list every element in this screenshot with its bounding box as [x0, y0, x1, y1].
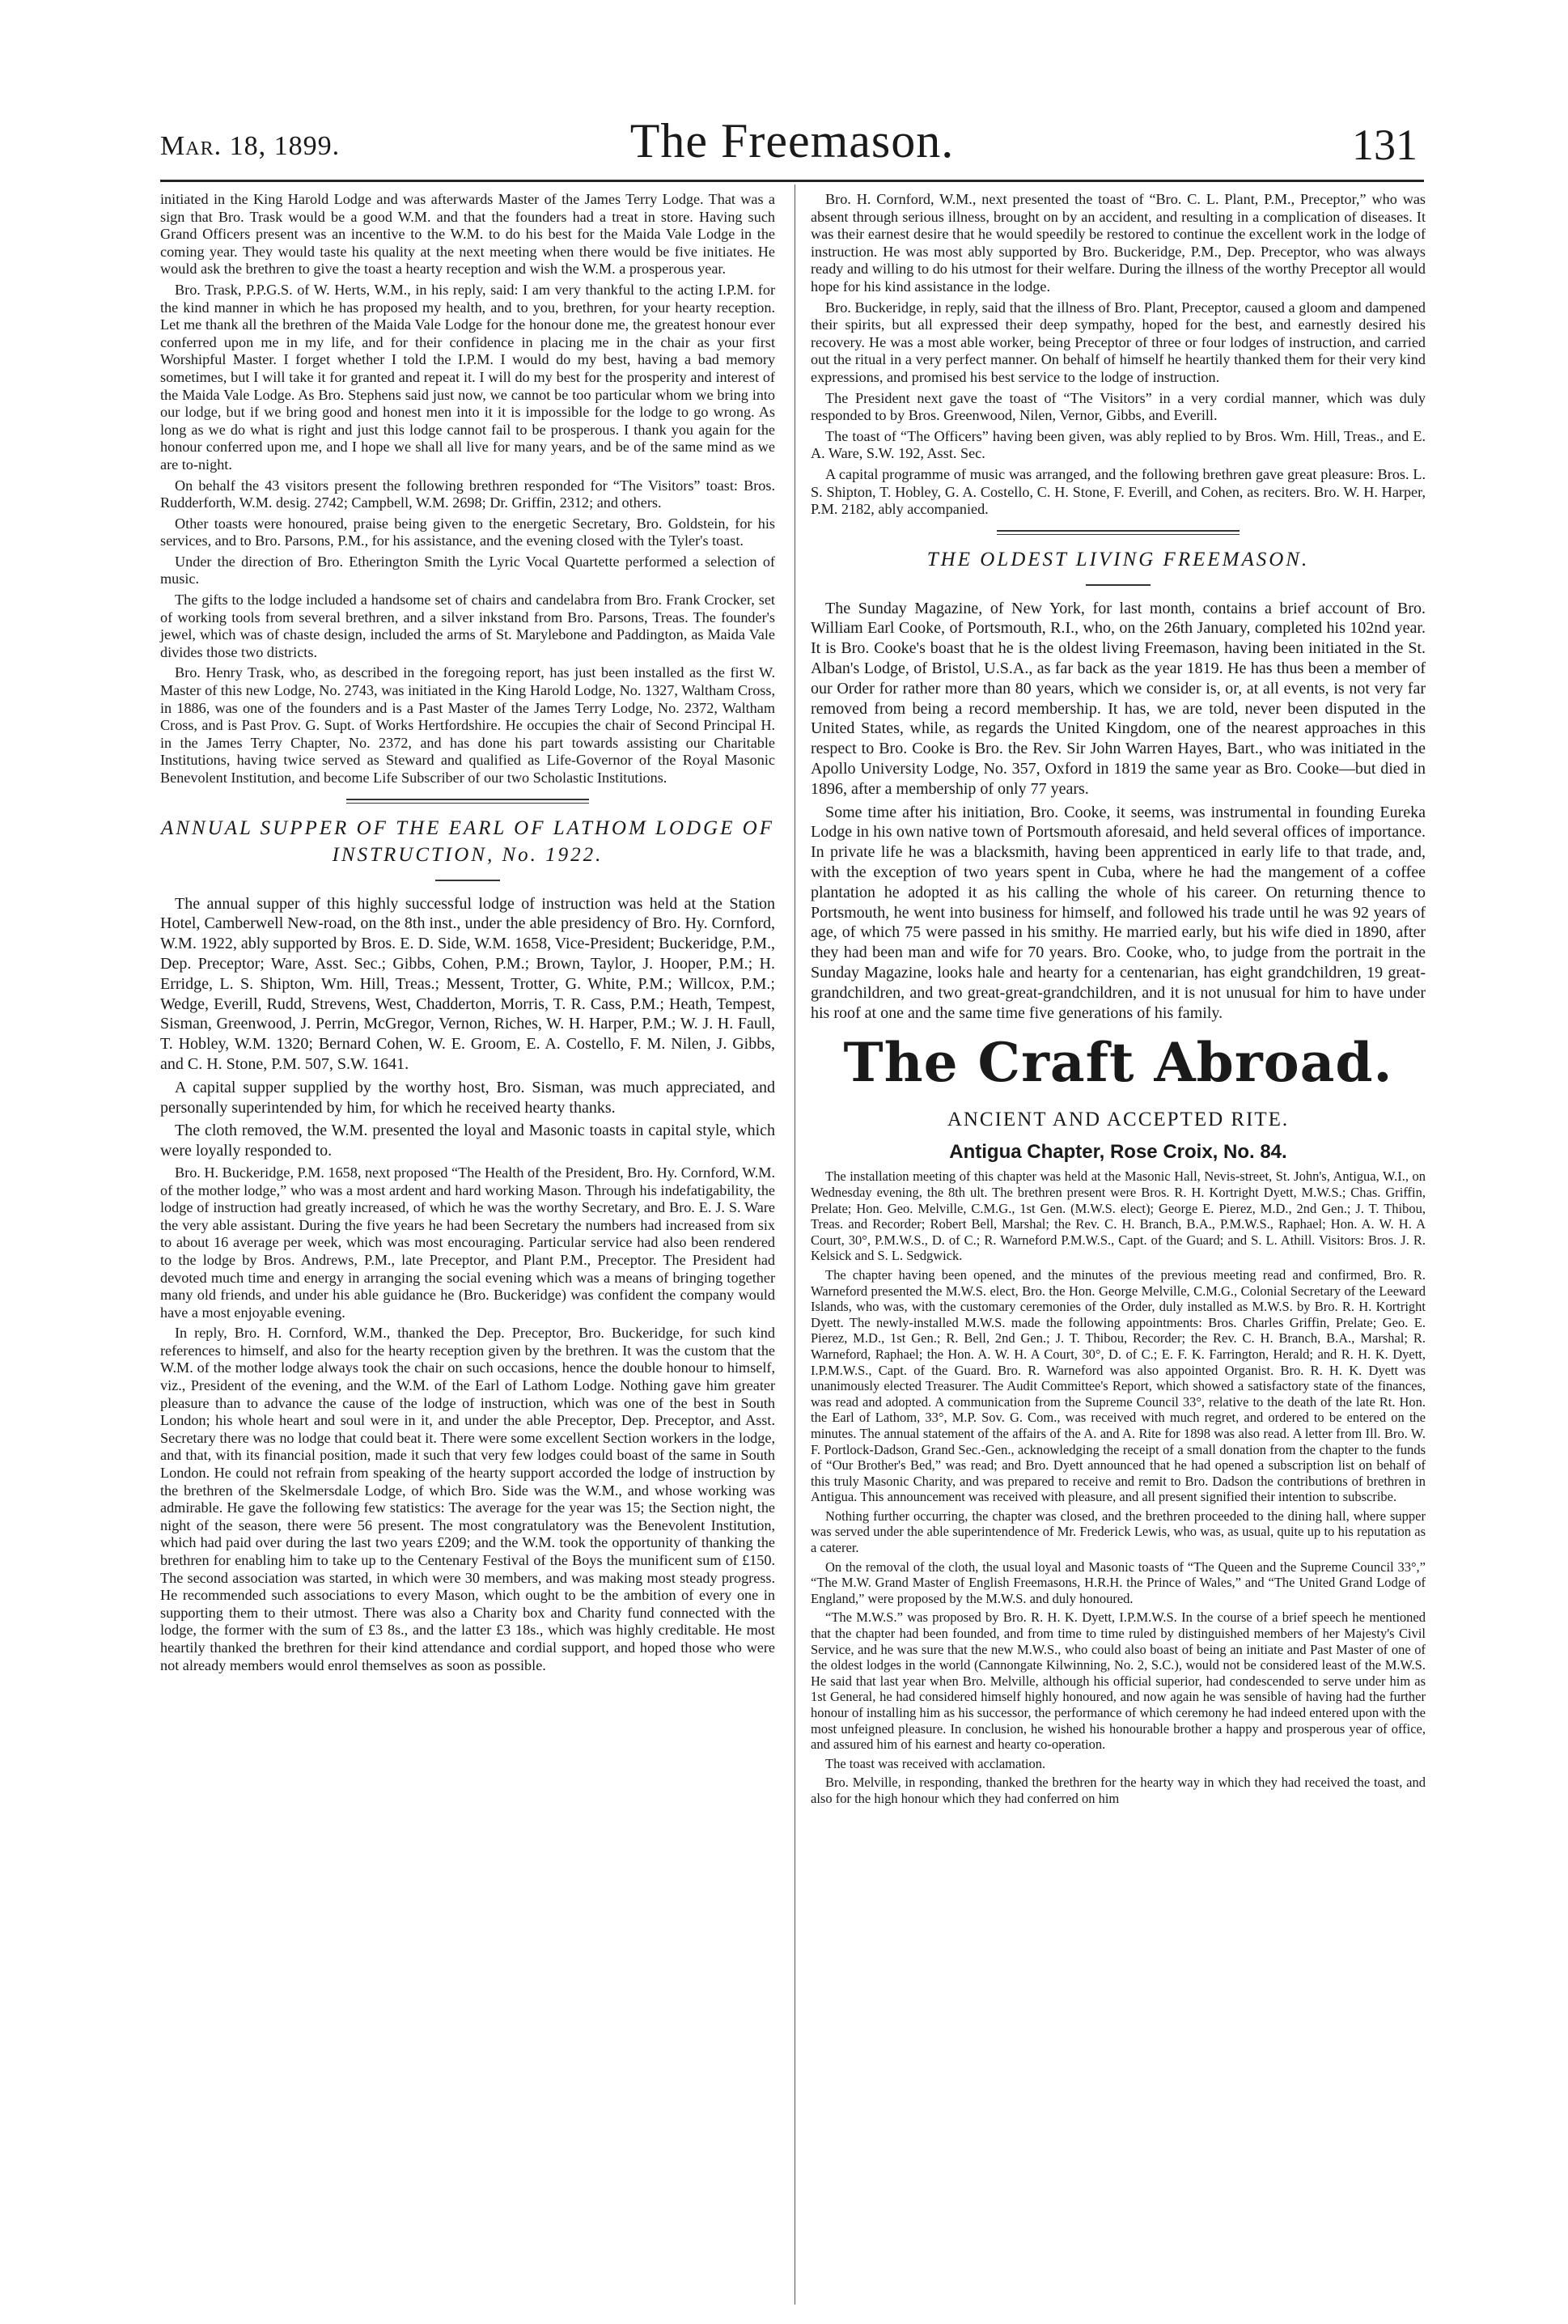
paragraph: Bro. H. Cornford, W.M., next presented the toast of “Bro. C. L. Plant, P.M., Preceptor,” who was absent through serious illness, brought on by an accident, and resulting in a complication of diseases. It was their earnest desire that he would speedily be restored to continue the excellent work in the lodge of instruction. He was most ably supported by Bro. Buckeridge, P.M., Dep. Preceptor, who was always ready and willing to do his utmost for their welfare. During the illness of the worthy Preceptor all would hope for his kind assistance in the lodge. [811, 191, 1426, 295]
paragraph: The President next gave the toast of “The Visitors” in a very cordial manner, which was duly responded to by Bros. Greenwood, Nilen, Vernor, Gibbs, and Everill. [811, 389, 1426, 424]
paragraph: Bro. Henry Trask, who, as described in the foregoing report, has just been installed as the first W. Master of this new Lodge, No. 2743, was initiated in the King Harold Lodge, No. 1327, Waltham Cross, in 1886, was one of the founders and is a Past Master of the James Terry Lodge, No. 2372, Waltham Cross, and is Past Prov. G. Supt. of Works Hertfordshire. He occupies the chair of Second Principal H. in the James Terry Chapter, No. 2372, and has done his part towards assisting our Charitable Institutions, having twice served as Steward and qualified as Life-Governor of the Royal Masonic Benevolent Institution, and become Life Subscriber of our two Scholastic Institutions. [160, 664, 775, 786]
left-column [160, 191, 775, 1677]
paragraph: initiated in the King Harold Lodge and was afterwards Master of the James Terry Lodge. That was a sign that Bro. Trask would be a good W.M. and that the founders had a treat in store. Having such Grand Officers present was an incentive to the W.M. to do his best for the Maida Vale Lodge in the coming year. They would taste his quality at the next meeting when there would be five initiates. He would ask the brethren to give the toast a hearty reception and wish the W.M. a prosperous year. [160, 191, 775, 278]
issue-date: Mar. 18, 1899. [160, 131, 341, 161]
paragraph: Bro. Buckeridge, in reply, said that the illness of Bro. Plant, Preceptor, caused a gloom and dampened their spirits, but all expressed their deep sympathy, hoped for the best, and earnestly desired his recovery. He was a most able worker, being Preceptor of three or four lodges of instruction, and carried out the ritual in a very perfect manner. On behalf of himself he heartily thanked them for their very kind expressions, and promised his best service to the lodge of instruction. [811, 299, 1426, 385]
short-rule [1086, 584, 1151, 586]
paragraph: Bro. H. Buckeridge, P.M. 1658, next proposed “The Health of the President, Bro. Hy. Cornford, W.M. of the mother lodge,” who was a most ardent and hard working Mason. Through his indefatigability, the lodge of instruction had greatly increased, of which he was the worthy Secretary, and Bro. E. J. S. Ware the very able assistant. During the five years he had been Secretary the numbers had increased from six to about 16 average per week, which was most encouraging. Particular service had also been rendered to the lodge by Bros. Andrews, P.M., late Preceptor, and Plant P.M., Preceptor. The President had devoted much time and energy in arranging the social evening which was a means of bringing together many old friends, and under his able guidance he (Bro. Buckeridge) was confident the company would have a most enjoyable evening. [160, 1164, 775, 1321]
page-header [160, 113, 1424, 178]
paragraph: The annual supper of this highly successful lodge of instruction was held at the Station Hotel, Camberwell New-road, on the 8th inst., under the able presidency of Bro. Hy. Cornford, W.M. 1922, ably supported by Bros. E. D. Side, W.M. 1658, Vice-President; Buckeridge, P.M., Dep. Preceptor; Ware, Asst. Sec.; Gibbs, Cohen, P.M.; Brown, Taylor, J. Hooper, P.M.; H. Erridge, L. S. Shipton, Wm. Hill, Treas.; Messent, Trotter, G. White, P.M.; Willcox, P.M.; Wedge, Everill, Rudd, Strevens, West, Chadderton, Morris, T. R. Cass, P.M.; Heath, Tempest, Sisman, Greenwood, J. Perrin, McGregor, Vernon, Riches, W. H. Harper, P.M.; W. J. H. Faull, T. Hobley, W.M. 1320; Bernard Cohen, W. E. Groom, E. A. Costello, F. M. Nilen, J. Gibbs, and C. H. Stone, P.M. 507, S.W. 1641. [160, 894, 775, 1073]
paragraph: A capital supper supplied by the worthy host, Bro. Sisman, was much appreciated, and personally superintended by him, for which he received hearty thanks. [160, 1078, 775, 1117]
right-column [811, 191, 1426, 1810]
chapter-subheading: Antigua Chapter, Rose Croix, No. 84. [949, 1141, 1287, 1164]
section-rule [997, 530, 1240, 535]
section-heading: ANNUAL SUPPER OF THE EARL OF LATHOM LODGE OF INSTRUCTION, No. 1922. [161, 816, 774, 866]
section-heading: THE OLDEST LIVING FREEMASON. [926, 548, 1310, 570]
paragraph: On the removal of the cloth, the usual loyal and Masonic toasts of “The Queen and the Supreme Council 33°,” “The M.W. Grand Master of English Freemasons, H.R.H. the Prince of Wales,” and “The United Grand Lodge of England,” were proposed by the M.W.S. and duly honoured. [811, 1559, 1426, 1606]
paragraph: The toast of “The Officers” having been given, was ably replied to by Bros. Wm. Hill, Treas., and E. A. Ware, S.W. 192, Asst. Sec. [811, 427, 1426, 462]
paragraph: Bro. Trask, P.P.G.S. of W. Herts, W.M., in his reply, said: I am very thankful to the acting I.P.M. for the kind manner in which he has proposed my health, and to you, brethren, for your hearty reception. Let me thank all the brethren of the Maida Vale Lodge for the honour done me, the greatest honour ever conferred upon me in my life, and for their confidence in placing me in the chair as your first Worshipful Master. I forget whether I told the I.P.M. I would do my best, having a bad memory sometimes, but I will take it for granted and repeat it. I will do my best for the prosperity and interest of the Maida Vale Lodge. As Bro. Stephens said just now, we cannot be too particular whom we bring into our lodge, but if we bring good and honest men into it it is impossible for the lodge to go wrong. As long as we do what is right and just this lodge cannot fail to be prosperous. I thank you again for the honour conferred upon me, and I hope we shall all live for many years, and be of the same mind as we are to-night. [160, 281, 775, 473]
paragraph: Some time after his initiation, Bro. Cooke, it seems, was instrumental in founding Eureka Lodge in his own native town of Portsmouth aforesaid, and held several offices of importance. In private life he was a blacksmith, having been apprenticed in early life to that trade, and, with the exception of two years spent in Cuba, where he had the mangement of a coffee plantation he adopted it as his calling the whole of his career. On returning thence to Portsmouth, he went into business for himself, and followed his trade until he was 92 years of age, of which 75 were passed in his smithy. He married early, but his wife died in 1890, after they had been man and wife for 70 years. Bro. Cooke, who, to judge from the portrait in the Sunday Magazine, looks hale and hearty for a centenarian, has eight grandchildren, 19 great-grandchildren, and two great-great-grandchildren, and it is not unusual for him to have under his roof at one and the same time five generations of his family. [811, 803, 1426, 1022]
paragraph: The installation meeting of this chapter was held at the Masonic Hall, Nevis-street, St. John's, Antigua, W.I., on Wednesday evening, the 8th ult. The brethren present were Bros. R. H. Kortright Dyett, M.W.S.; Chas. Griffin, Prelate; Hon. Geo. Melville, C.M.G., 1st Gen. (M.W.S. elect); George E. Pierez, M.D., 2nd Gen.; J. T. Thibou, Treas. and Recorder; Robert Bell, Marshal; the Rev. C. H. Branch, B.A., P.M.W.S., Raphael; Hon. A. W. H. A Court, 30°, P.M.W.S., D. of C.; R. Warneford P.M.W.S., Capt. of the Guard; and S. L. Athill. Visitors: Bros. J. R. Kelsick and S. L. Sedgwick. [811, 1168, 1426, 1264]
section-rule [346, 799, 589, 804]
header-rule [160, 180, 1424, 182]
short-rule [435, 880, 500, 881]
paragraph: A capital programme of music was arranged, and the following brethren gave great pleasure: Bros. L. S. Shipton, T. Hobley, G. A. Costello, C. H. Stone, F. Everill, and Cohen, as reciters. Bro. W. H. Harper, P.M. 2182, ably accompanied. [811, 465, 1426, 518]
paragraph: Nothing further occurring, the chapter was closed, and the brethren proceeded to the dining hall, where supper was served under the able superintendence of Mr. Frederick Lewis, who was, as usual, quite up to his reputation as a caterer. [811, 1508, 1426, 1556]
page-number: 131 [1352, 121, 1418, 169]
craft-abroad-heading: The Craft Abroad. [843, 1031, 1393, 1095]
paragraph: The chapter having been opened, and the minutes of the previous meeting read and confirmed, Bro. R. Warneford presented the M.W.S. elect, Bro. the Hon. George Melville, C.M.G., Colonial Secretary of the Leeward Islands, who was, with the customary ceremonies of the Order, duly installed as M.W.S. by Bro. R. H. Kortright Dyett. The newly-installed M.W.S. made the following appointments: Bros. Charles Griffin, Prelate; Geo. E. Pierez, M.D., 1st Gen.; R. Bell, 2nd Gen.; J. T. Thibou, Recorder; the Rev. C. H. Branch, B.A., Marshal; R. Warneford, Raphael; the Hon. A. W. H. A Court, 30°, D. of C.; E. F. K. Farrington, Herald; and R. H. K. Dyett, I.P.M.W.S., Capt. of the Guard. Bro. R. Warneford was also appointed Organist. Bro. R. H. K. Dyett was unanimously elected Treasurer. The Audit Committee's Report, which showed a satisfactory state of the finances, was read and adopted. A communication from the Supreme Council 33°, relative to the death of the late Rt. Hon. the Earl of Lathom, 33°, M.P. Sov. G. Com., was received with much regret, and ordered to be entered on the minutes. The annual statement of the affairs of the A. and A. Rite for 1898 was also read. A letter from Ill. Bro. W. F. Portlock-Dadson, Grand Sec.-Gen., acknowledging the receipt of a small donation from the chapter to the funds of “Our Brother's Bed,” was read; and Bro. Dyett announced that he had opened a subscription list on behalf of this truly Masonic Charity, and was prepared to receive and remit to Bro. Dadson the contributions of brethren in Antigua. This announcement was received with pleasure, and all present signified their intention to subscribe. [811, 1266, 1426, 1505]
paragraph: In reply, Bro. H. Cornford, W.M., thanked the Dep. Preceptor, Bro. Buckeridge, for such kind references to himself, and also for the hearty reception given by the brethren. It was the custom that the W.M. of the mother lodge always took the chair on such occasions, hence the double honour to himself, viz., President of the evening, and the W.M. of the Earl of Lathom Lodge. Nothing gave him greater pleasure than to advance the cause of the lodge of instruction, which was one of the best in South London; his whole heart and soul were in it, and under the able Preceptor, Dep. Preceptor, and Asst. Secretary there was no lodge that could beat it. There were some excellent Section workers in the lodge, and that, with its financial position, made it such that very few lodges could boast of the same in South London. He could not refrain from speaking of the hearty support accorded the lodge of instruction by the brethren of the Skelmersdale Lodge, of which Bro. Side was the W.M., and whose working was admirable. He gave the following few statistics: The average for the year was 15; the Section night, the night of the season, there were 56 present. The most congratulatory was the Benevolent Institution, which had paid over during the last two years £209; and the W.M. took the opportunity of thanking the brethren for enabling him to take up to the Centenary Festival of the Boys the munificent sum of £150. The second association was started, in which were 30 members, and was making most steady progress. He recommended such associations to every Mason, which ought to be the ambition of every one in supporting them to their utmost. There was also a Charity box and Charity fund connected with the lodge, the former with the sum of £3 8s., and the latter £3 18s., which was highly creditable. He most heartily thanked the brethren for their kind attendance and cordial support, and hoped those who were not already members would enrol themselves as soon as possible. [160, 1325, 775, 1673]
paragraph: “The M.W.S.” was proposed by Bro. R. H. K. Dyett, I.P.M.W.S. In the course of a brief speech he mentioned that the chapter had been founded, and from time to time ruled by distinguished members of her Majesty's Civil Service, and he was sure that the new M.W.S., who could also boast of being an initiate and Past Master of one of the oldest lodges in the world (Cannongate Kilwinning, No. 2, S.C.), would not be considered least of the M.W.S. He said that last year when Bro. Melville, although his official superior, had condescended to serve under him as 1st General, he had considered himself highly honoured, and now again he was sensible of having had the further honour of installing him as his successor, the performance of which ceremony he had indeed entered upon with the most unfeigned pleasure. In conclusion, he wished his honourable brother a happy and prosperous year of office, and assured him of his earnest and hearty co-operation. [811, 1609, 1426, 1753]
rite-heading: ANCIENT AND ACCEPTED RITE. [947, 1109, 1290, 1131]
paragraph: Other toasts were honoured, praise being given to the energetic Secretary, Bro. Goldstein, for his services, and to Bro. Parsons, P.M., for his assistance, and the evening closed with the Tyler's toast. [160, 515, 775, 549]
paragraph: The cloth removed, the W.M. presented the loyal and Masonic toasts in capital style, which were loyally responded to. [160, 1122, 775, 1160]
paragraph: The toast was received with acclamation. [825, 1755, 1046, 1771]
paragraph: On behalf the 43 visitors present the following brethren responded for “The Visitors” toast: Bros. Rudderforth, W.M. desig. 2742; Campbell, W.M. 2698; Dr. Griffin, 2312; and others. [160, 477, 775, 511]
paragraph: Under the direction of Bro. Etherington Smith the Lyric Vocal Quartette performed a selection of music. [160, 553, 775, 587]
masthead-title: The Freemason. [629, 114, 955, 168]
paragraph: The Sunday Magazine, of New York, for last month, contains a brief account of Bro. William Earl Cooke, of Portsmouth, R.I., who, on the 26th January, completed his 102nd year. It is Bro. Cooke's boast that he is the oldest living Freemason, having been initiated in the St. Alban's Lodge, of Bristol, U.S.A., as far back as the year 1819. He has thus been a member of our Order for rather more than 80 years, which we consider is, or, at all events, is not very far removed from being a record membership. It has, we are told, never been disputed in the United States, while, as regards the United Kingdom, one of the nearest approaches in this respect to Bro. Cooke is Bro. the Rev. Sir John Warren Hayes, Bart., who was initiated in the Apollo University Lodge, No. 357, Oxford in 1819 the same year as Bro. Cooke—but died in 1896, after a membership of only 77 years. [811, 599, 1426, 798]
paragraph: The gifts to the lodge included a handsome set of chairs and candelabra from Bro. Frank Crocker, set of working tools from several brethren, and a silver inkstand from Bro. Parsons, Treas. The founder's jewel, which was of chaste design, included the arms of St. Marylebone and Paddington, as Maida Vale divides those two districts. [160, 592, 775, 660]
paragraph: Bro. Melville, in responding, thanked the brethren for the hearty way in which they had received the toast, and also for the high honour which they had conferred on him [811, 1775, 1426, 1806]
